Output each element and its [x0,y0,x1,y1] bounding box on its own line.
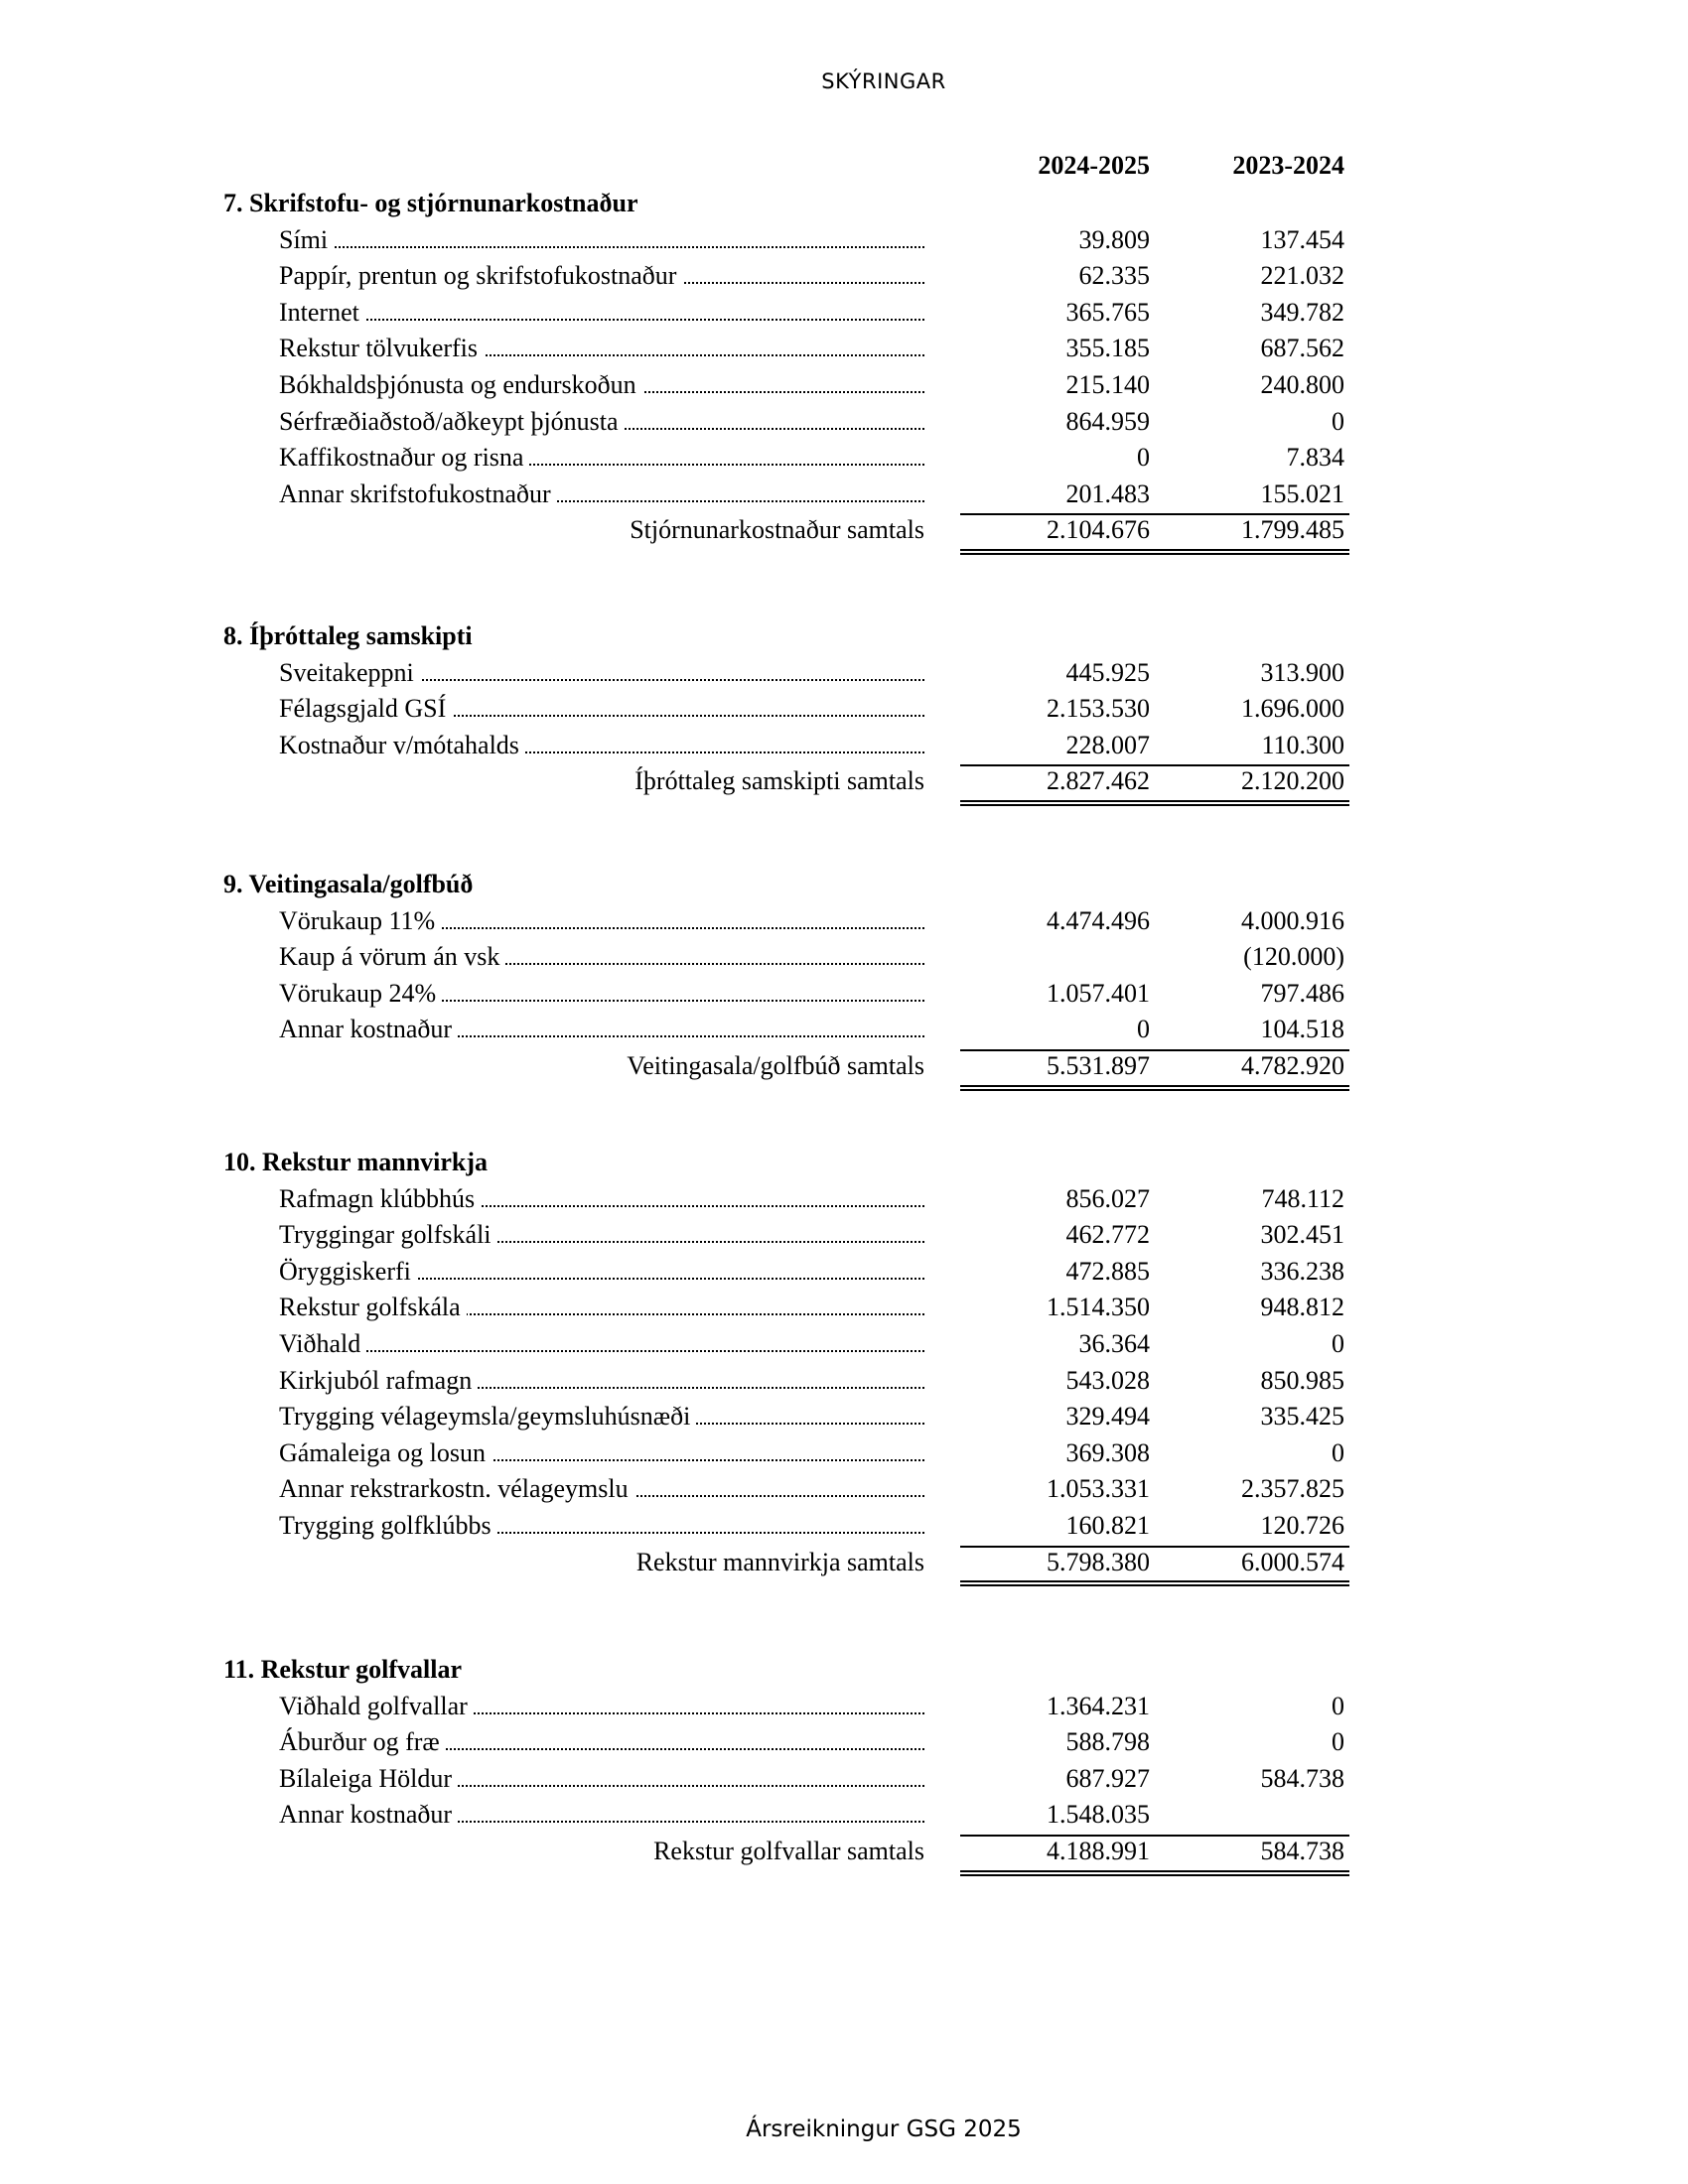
line-item-row [0,979,1688,1015]
line-item-text: Gámaleiga og losun [279,1438,492,1467]
value-2024-2025: 2.153.530 [1047,694,1150,724]
value-2024-2025: 365.765 [1065,297,1150,327]
value-2023-2024: 7.834 [1286,443,1344,473]
value-2024-2025: 1.364.231 [1047,1691,1150,1720]
total-label: Stjórnunarkostnaður samtals [630,515,924,545]
value-2024-2025: 228.007 [1065,730,1150,759]
line-item-label [279,1293,924,1322]
line-item-text: Tryggingar golfskáli [279,1220,497,1249]
total-row [0,766,1688,802]
line-item-label [279,370,924,400]
value-2023-2024: 155.021 [1260,478,1344,508]
dot-leader [279,246,924,248]
line-item-text: Trygging vélageymsla/geymsluhúsnæði [279,1402,696,1431]
total-2024-2025: 4.188.991 [1047,1837,1150,1865]
line-item-label [279,443,924,473]
value-2024-2025: 472.885 [1065,1256,1150,1286]
line-item-row [0,906,1688,942]
value-2023-2024: 748.112 [1261,1183,1344,1213]
line-item-text: Bókhaldsþjónusta og endurskoðun [279,370,642,399]
line-item-row [0,407,1688,443]
double-underline [960,1870,1349,1876]
line-item-text: Sérfræðiaðstoð/aðkeypt þjónusta [279,407,625,436]
total-row [0,1051,1688,1087]
value-2024-2025: 369.308 [1065,1437,1150,1467]
value-2023-2024: 0 [1332,1727,1344,1757]
value-2024-2025: 39.809 [1078,224,1150,254]
value-2024-2025: 215.140 [1065,370,1150,399]
total-2023-2024: 1.799.485 [1241,515,1344,545]
section-title: 10. Rekstur mannvirkja [223,1148,489,1176]
line-item-text: Trygging golfklúbbs [279,1511,497,1540]
value-2023-2024: 137.454 [1260,224,1344,254]
line-item-row [0,942,1688,978]
total-row [0,1837,1688,1872]
line-item-row [0,1015,1688,1050]
value-2023-2024: 2.357.825 [1241,1474,1344,1504]
line-item-row [0,694,1688,730]
value-2024-2025: 1.053.331 [1047,1474,1150,1504]
value-2024-2025: 462.772 [1065,1220,1150,1250]
value-2023-2024: 0 [1332,1329,1344,1358]
line-item-text: Kaup á vörum án vsk [279,942,505,971]
value-2024-2025: 1.514.350 [1047,1293,1150,1322]
line-item-row [0,1438,1688,1474]
total-2024-2025: 2.827.462 [1047,766,1150,796]
line-item-label [279,1800,924,1830]
page-header: SKÝRINGAR [821,69,946,93]
line-item-row [0,479,1688,515]
line-item-label [279,334,924,363]
line-item-text: Öryggiskerfi [279,1257,417,1286]
line-item-text: Bílaleiga Höldur [279,1764,458,1793]
line-item-row [0,1257,1688,1293]
line-item-row [0,1366,1688,1402]
total-label: Veitingasala/golfbúð samtals [627,1051,924,1080]
line-item-label [279,1511,924,1541]
value-2023-2024: 0 [1332,1437,1344,1467]
line-item-label [279,694,924,724]
value-2024-2025: 201.483 [1065,478,1150,508]
line-item-label [279,979,924,1009]
value-2023-2024: 104.518 [1260,1015,1344,1044]
section-title: 7. Skrifstofu- og stjórnunarkostnaður [223,189,638,217]
line-item-label [279,906,924,936]
value-2023-2024: 850.985 [1260,1365,1344,1395]
line-item-label [279,942,924,972]
value-2023-2024: 0 [1332,406,1344,436]
line-item-label [279,1257,924,1287]
line-item-row [0,334,1688,369]
dot-leader [279,1350,924,1352]
double-underline [960,1580,1349,1586]
line-item-row [0,658,1688,694]
line-item-row [0,1220,1688,1256]
value-2024-2025: 687.927 [1065,1763,1150,1793]
value-2023-2024: (120.000) [1243,942,1344,972]
value-2024-2025: 0 [1137,443,1150,473]
line-item-text: Annar kostnaður [279,1015,458,1043]
value-2023-2024: 110.300 [1261,730,1344,759]
line-item-row [0,1692,1688,1727]
line-item-text: Sveitakeppni [279,658,420,687]
line-item-row [0,1184,1688,1220]
line-item-row [0,261,1688,297]
line-item-text: Viðhald [279,1329,366,1358]
value-2024-2025: 160.821 [1065,1511,1150,1540]
line-item-row [0,1293,1688,1328]
line-item-row [0,225,1688,261]
line-item-row [0,370,1688,406]
total-2024-2025: 5.531.897 [1047,1051,1150,1080]
line-item-row [0,1727,1688,1763]
total-2023-2024: 2.120.200 [1241,766,1344,796]
value-2023-2024: 4.000.916 [1241,905,1344,935]
value-2023-2024: 584.738 [1260,1763,1344,1793]
value-2024-2025: 445.925 [1065,657,1150,687]
value-2023-2024: 221.032 [1260,261,1344,291]
line-item-label [279,225,924,255]
double-underline [960,1085,1349,1091]
value-2024-2025: 1.548.035 [1047,1800,1150,1830]
column-header-2024-2025: 2024-2025 [1038,151,1150,180]
line-item-label [279,1366,924,1396]
line-item-text: Áburður og fræ [279,1727,446,1756]
value-2024-2025: 36.364 [1078,1329,1150,1358]
line-item-row [0,298,1688,334]
value-2023-2024: 336.238 [1260,1256,1344,1286]
line-item-label [279,407,924,437]
line-item-row [0,1511,1688,1547]
value-2023-2024: 302.451 [1260,1220,1344,1250]
total-label: Íþróttaleg samskipti samtals [634,766,924,796]
value-2023-2024: 0 [1332,1691,1344,1720]
line-item-label [279,1329,924,1359]
section-title: 8. Íþróttaleg samskipti [223,621,473,650]
total-2023-2024: 4.782.920 [1241,1051,1344,1080]
line-item-label [279,479,924,509]
value-2024-2025: 856.027 [1065,1183,1150,1213]
section-title: 11. Rekstur golfvallar [223,1655,463,1684]
total-2023-2024: 6.000.574 [1241,1547,1344,1576]
total-row [0,515,1688,551]
line-item-label [279,261,924,291]
line-item-text: Pappír, prentun og skrifstofukostnaður [279,261,682,290]
line-item-row [0,1474,1688,1510]
section-title: 9. Veitingasala/golfbúð [223,870,474,898]
total-2024-2025: 5.798.380 [1047,1547,1150,1576]
line-item-text: Annar skrifstofukostnaður [279,479,557,508]
value-2023-2024: 240.800 [1260,370,1344,399]
value-2023-2024: 335.425 [1260,1402,1344,1432]
value-2023-2024: 120.726 [1260,1511,1344,1540]
value-2023-2024: 349.782 [1260,297,1344,327]
line-item-text: Kirkjuból rafmagn [279,1366,478,1395]
total-label: Rekstur mannvirkja samtals [635,1547,924,1576]
line-item-row [0,1329,1688,1365]
line-item-label [279,1692,924,1721]
double-underline [960,549,1349,555]
line-item-text: Kostnaður v/mótahalds [279,731,525,759]
value-2024-2025: 62.335 [1078,261,1150,291]
total-label: Rekstur golfvallar samtals [653,1837,924,1865]
total-2023-2024: 584.738 [1260,1837,1344,1865]
line-item-label [279,1438,924,1468]
line-item-label [279,1015,924,1044]
line-item-row [0,1800,1688,1836]
line-item-label [279,1402,924,1432]
total-row [0,1548,1688,1583]
value-2024-2025: 543.028 [1065,1365,1150,1395]
line-item-text: Internet [279,298,365,327]
value-2024-2025: 864.959 [1065,406,1150,436]
value-2023-2024: 948.812 [1260,1293,1344,1322]
value-2024-2025: 0 [1137,1015,1150,1044]
line-item-text: Annar rekstrarkostn. vélageymslu [279,1474,634,1503]
line-item-text: Annar kostnaður [279,1800,458,1829]
line-item-label [279,1220,924,1250]
line-item-text: Viðhald golfvallar [279,1692,474,1720]
line-item-label [279,1727,924,1757]
line-item-label [279,658,924,688]
page-footer: Ársreikningur GSG 2025 [746,2116,1022,2142]
value-2024-2025: 329.494 [1065,1402,1150,1432]
double-underline [960,800,1349,806]
line-item-text: Sími [279,225,334,254]
line-item-text: Vörukaup 24% [279,979,442,1008]
column-header-2023-2024: 2023-2024 [1232,151,1344,180]
value-2024-2025: 355.185 [1065,334,1150,363]
value-2023-2024: 313.900 [1260,657,1344,687]
line-item-text: Rekstur tölvukerfis [279,334,484,362]
line-item-label [279,731,924,760]
value-2024-2025: 1.057.401 [1047,978,1150,1008]
value-2024-2025: 588.798 [1065,1727,1150,1757]
dot-leader [279,319,924,321]
value-2023-2024: 1.696.000 [1241,694,1344,724]
value-2024-2025: 4.474.496 [1047,905,1150,935]
line-item-text: Félagsgjald GSÍ [279,694,452,723]
line-item-row [0,1402,1688,1437]
total-2024-2025: 2.104.676 [1047,515,1150,545]
line-item-row [0,443,1688,478]
line-item-text: Kaffikostnaður og risna [279,443,529,472]
value-2023-2024: 797.486 [1260,978,1344,1008]
line-item-text: Rafmagn klúbbhús [279,1184,481,1213]
line-item-row [0,731,1688,766]
line-item-label [279,298,924,328]
line-item-text: Vörukaup 11% [279,906,441,935]
line-item-row [0,1764,1688,1800]
line-item-label [279,1764,924,1794]
line-item-text: Rekstur golfskála [279,1293,467,1321]
line-item-label [279,1474,924,1504]
value-2023-2024: 687.562 [1260,334,1344,363]
line-item-label [279,1184,924,1214]
